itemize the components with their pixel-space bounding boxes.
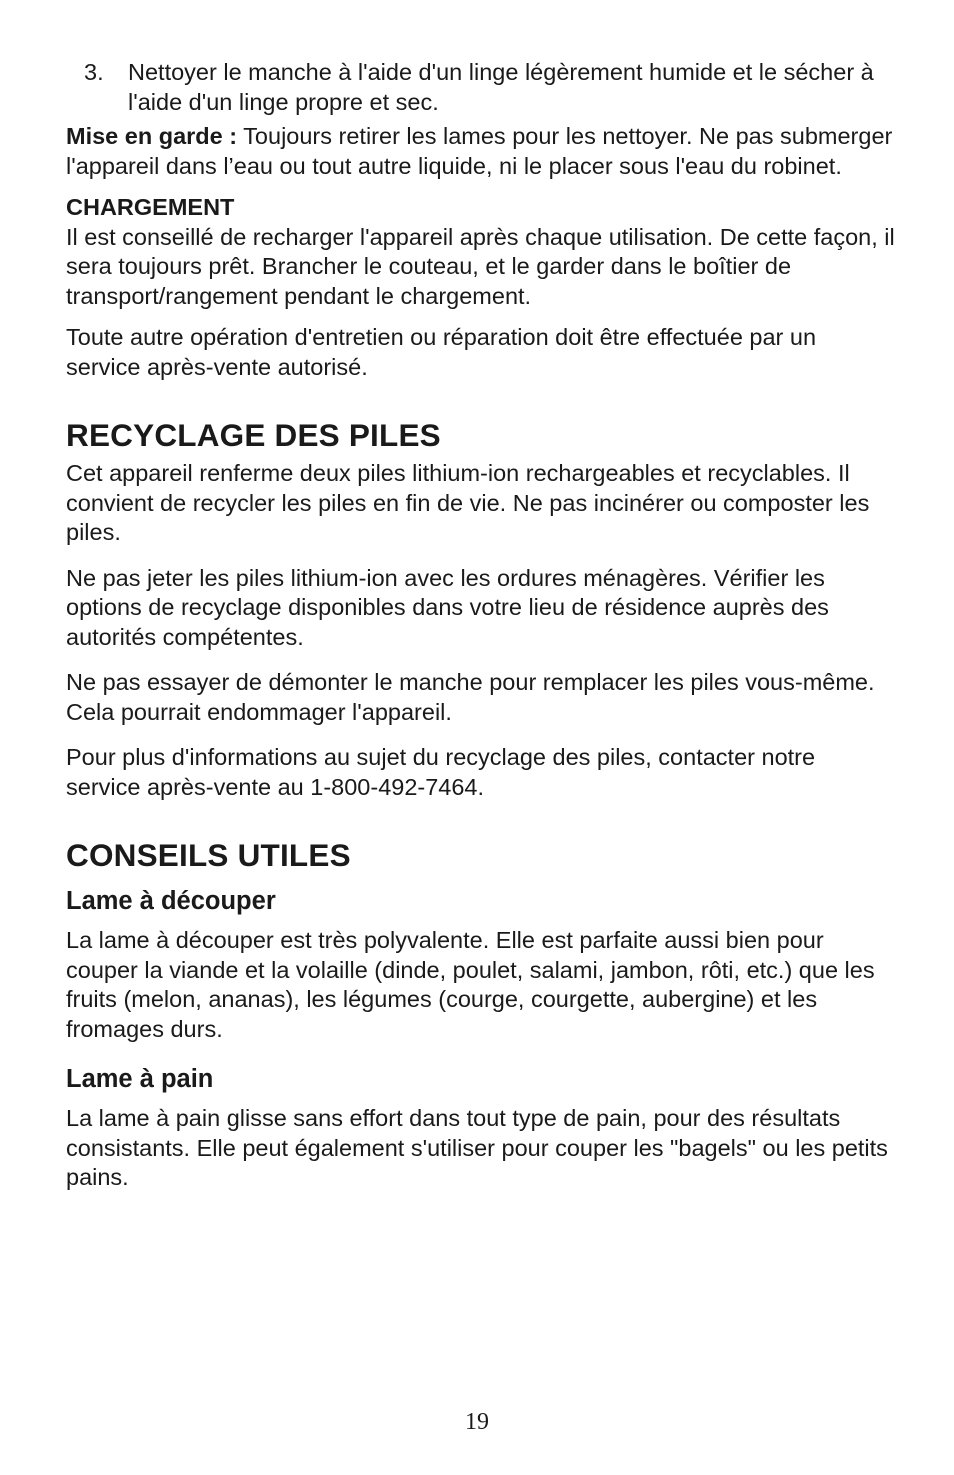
caution-label: Mise en garde : — [66, 123, 238, 149]
page-number: 19 — [465, 1409, 489, 1435]
recycling-heading: RECYCLAGE DES PILES — [66, 417, 441, 453]
recycling-paragraph-2: Ne pas jeter les piles lithium-ion avec les ordures ménagères. Vérifier les options de recyclage disponibles dans votre lieu de résidence auprès des autorités compétentes. — [66, 564, 829, 650]
charging-text: Il est conseillé de recharger l'appareil après chaque utilisation. De cette façon, il sera toujours prêt. Brancher le couteau, et le garder dans le boîtier de transport/rangement pendant le chargement. — [66, 223, 895, 309]
carving-blade-text: La lame à découper est très polyvalente. Elle est parfaite aussi bien pour couper la viande et la volaille (dinde, poulet, salami, jambon, rôti, etc.) que les fruits (melon, ananas), les légumes (courge, courgette, aubergine) et les fromages durs. — [66, 927, 875, 1042]
service-text: Toute autre opération d'entretien ou réparation doit être effectuée par un service après-vente autorisé. — [66, 324, 817, 380]
carving-blade-heading: Lame à découper — [66, 887, 276, 915]
charging-heading: CHARGEMENT — [66, 194, 235, 220]
recycling-paragraph-1: Cet appareil renferme deux piles lithium-ion rechargeables et recyclables. Il convient de recycler les piles en fin de vie. Ne pas incinérer ou composter les piles. — [66, 460, 870, 545]
list-item-number: 3. — [84, 59, 104, 85]
recycling-paragraph-4: Pour plus d'informations au sujet du recyclage des piles, contacter notre service après-vente au 1-800-492-7464. — [66, 744, 816, 800]
page-content — [66, 58, 896, 1193]
caution-paragraph — [66, 122, 896, 181]
list-item-text: Nettoyer le manche à l'aide d'un linge légèrement humide et le sécher à l'aide d'un linge propre et sec. — [128, 59, 874, 115]
recycling-paragraph-3: Ne pas essayer de démonter le manche pour remplacer les piles vous-même. Cela pourrait endommager l'appareil. — [66, 669, 875, 725]
bread-blade-heading: Lame à pain — [66, 1065, 214, 1093]
caution-text: Toujours retirer les lames pour les nettoyer. Ne pas submerger l'appareil dans l’eau ou tout autre liquide, ni le placer sous l'eau du robinet. — [66, 123, 893, 179]
tips-heading: CONSEILS UTILES — [66, 837, 351, 873]
bread-blade-text: La lame à pain glisse sans effort dans tout type de pain, pour des résultats consistants. Elle peut également s'utiliser pour couper les "bagels" ou les petits pains. — [66, 1105, 888, 1190]
list-item-3 — [66, 58, 896, 117]
